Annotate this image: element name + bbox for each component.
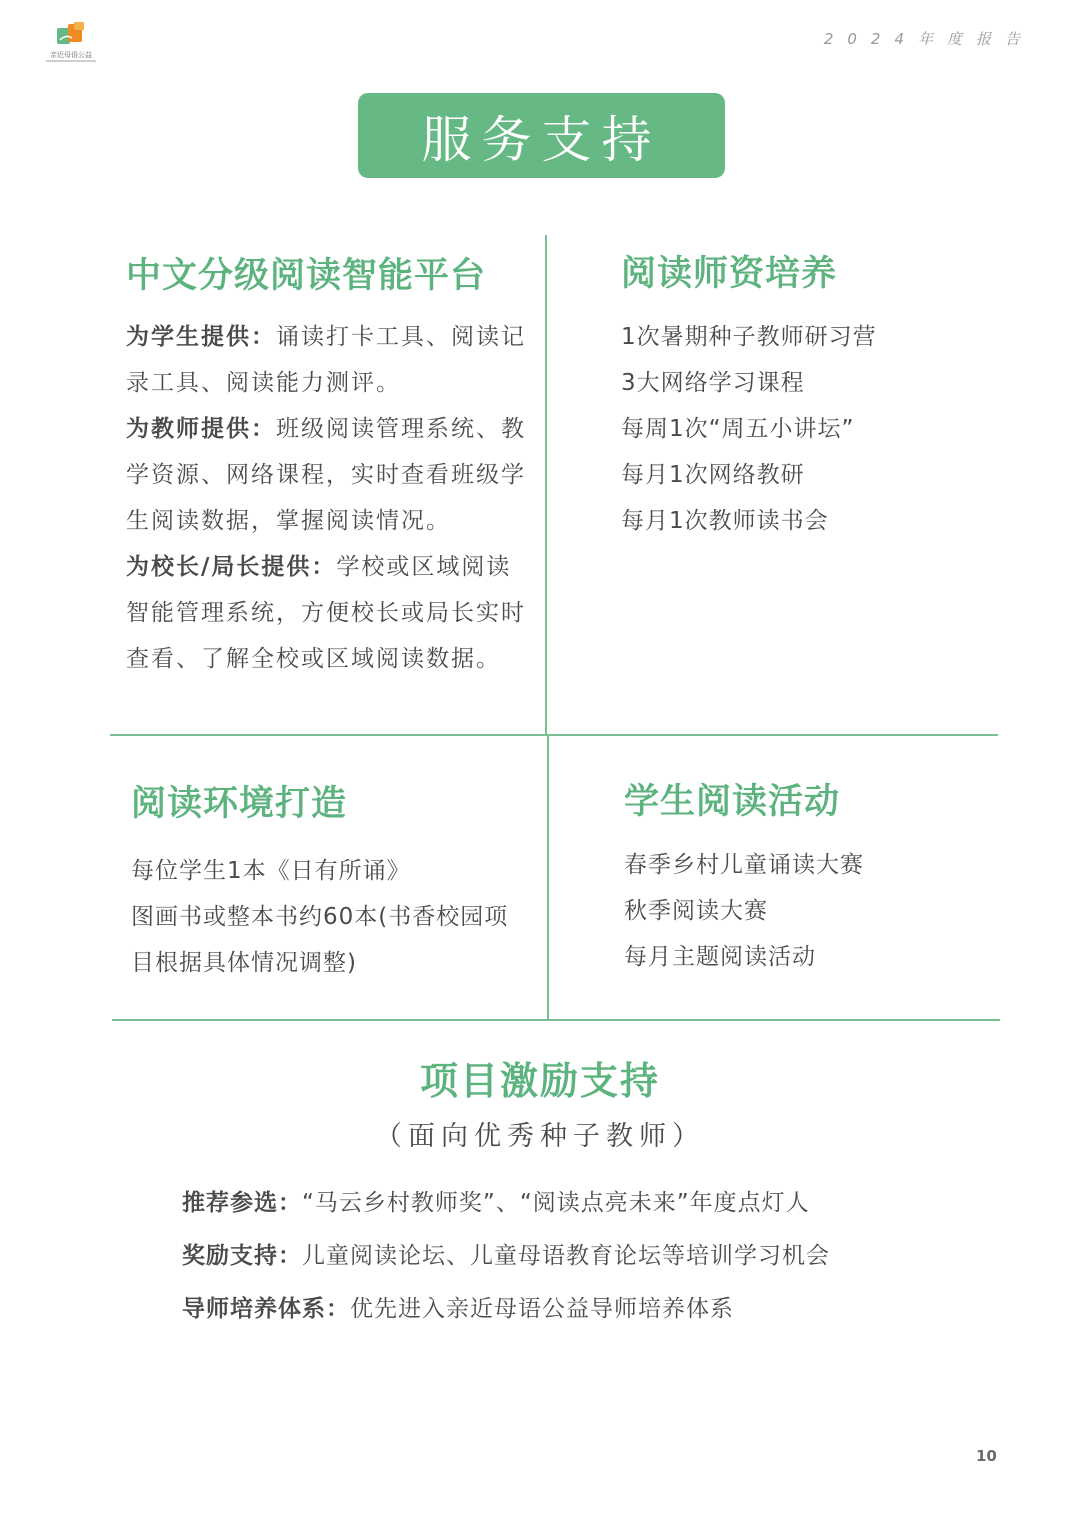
teacher-training-list <box>621 314 877 544</box>
platform-lead-students: 为学生提供： <box>126 324 276 350</box>
list-item: 春季乡村儿童诵读大赛 <box>624 852 864 878</box>
list-item: 1次暑期种子教师研习营 <box>621 324 877 350</box>
incentive-subtitle: （面向优秀种子教师） <box>375 1121 705 1152</box>
activities-list <box>624 842 864 980</box>
list-item: 每月1次网络教研 <box>621 462 805 488</box>
list-item: 3大网络学习课程 <box>621 370 805 396</box>
platform-block <box>126 416 526 534</box>
incentive-value: 优先进入亲近母语公益导师培养体系 <box>350 1296 734 1322</box>
list-item: 目根据具体情况调整) <box>131 950 357 976</box>
platform-block <box>126 554 526 672</box>
incentive-row <box>182 1290 734 1323</box>
logo-icon <box>56 22 88 48</box>
incentive-key: 推荐参选： <box>182 1190 302 1216</box>
incentive-row <box>182 1237 830 1270</box>
page-number: 10 <box>976 1447 997 1465</box>
section-title-teacher-training: 阅读师资培养 <box>621 254 838 294</box>
section-title-environment: 阅读环境打造 <box>131 784 348 824</box>
platform-block <box>126 324 526 396</box>
logo-underline <box>46 60 96 62</box>
incentive-key: 导师培养体系： <box>182 1296 350 1322</box>
list-item: 图画书或整本书约60本(书香校园项 <box>131 904 509 930</box>
section-title-activities: 学生阅读活动 <box>624 782 841 822</box>
list-item: 每位学生1本《日有所诵》 <box>131 858 411 884</box>
logo-text: 亲近母语公益 <box>50 51 92 59</box>
list-item: 每周1次“周五小讲坛” <box>621 416 855 442</box>
list-item: 秋季阅读大赛 <box>624 898 768 924</box>
list-item: 每月1次教师读书会 <box>621 508 829 534</box>
section-title-incentive: 项目激励支持 <box>419 1059 660 1103</box>
list-item: 每月主题阅读活动 <box>624 944 816 970</box>
divider-horizontal-middle <box>110 734 998 736</box>
platform-text-students: 诵读打卡工具、阅读记录工具、阅读能力测评。 <box>126 324 526 396</box>
divider-horizontal-bottom <box>112 1019 1000 1021</box>
incentive-row <box>182 1184 810 1217</box>
platform-text-teachers: 班级阅读管理系统、教学资源、网络课程，实时查看班级学生阅读数据，掌握阅读情况。 <box>126 416 526 534</box>
incentive-value: 儿童阅读论坛、儿童母语教育论坛等培训学习机会 <box>302 1243 830 1269</box>
environment-list <box>131 848 508 986</box>
logo <box>46 22 96 66</box>
platform-lead-teachers: 为教师提供： <box>126 416 276 442</box>
report-label: 2024年度报告 <box>823 30 1034 48</box>
platform-text-principals: 学校或区域阅读智能管理系统，方便校长或局长实时查看、了解全校或区域阅读数据。 <box>126 554 526 672</box>
incentive-value: “马云乡村教师奖”、“阅读点亮未来”年度点灯人 <box>302 1190 810 1216</box>
divider-vertical-top <box>545 235 547 735</box>
platform-lead-principals: 为校长/局长提供： <box>126 554 337 580</box>
page-title: 服务支持 <box>358 93 725 178</box>
platform-description <box>126 314 526 682</box>
section-title-platform: 中文分级阅读智能平台 <box>126 256 487 296</box>
divider-vertical-bottom <box>547 736 549 1020</box>
incentive-key: 奖励支持： <box>182 1243 302 1269</box>
